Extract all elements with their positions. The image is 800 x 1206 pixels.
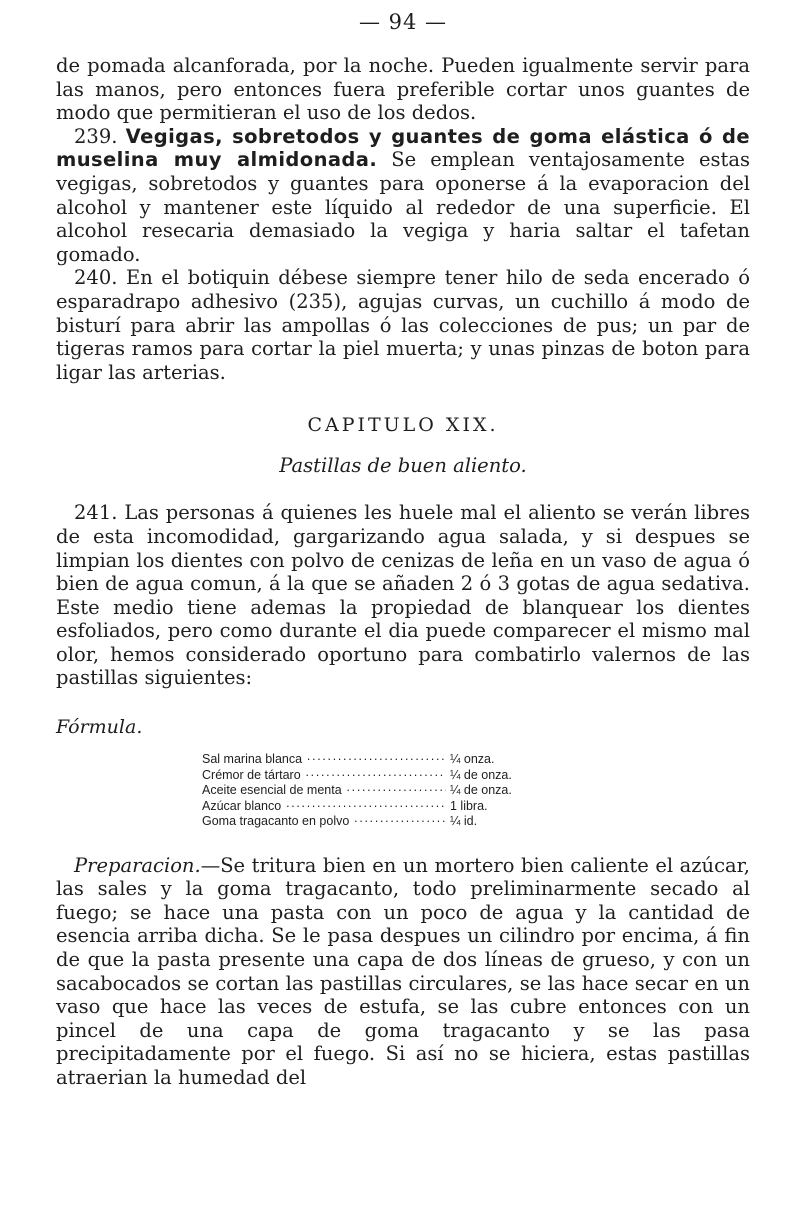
formula-ingredient: Sal marina blanca ····· [202,752,446,768]
formula-item [202,783,512,799]
chapter-title: CAPITULO XIX. [307,414,499,437]
formula-ingredient: Azúcar blanco ····· [202,799,446,815]
formula-quantity: 1 libra. [450,798,488,813]
preparation-paragraph [56,854,750,1090]
page-number: — 94 — [358,10,448,34]
formula-ingredient: Goma tragacanto en polvo ····· [202,814,446,830]
formula-quantity: ¼ onza. [450,752,495,767]
chapter-subtitle: Pastillas de buen aliento. [279,454,527,478]
preparation-text: —Se tritura bien en un mortero bien caliente el azúcar, las sales y la goma tragacanto, todo preliminarmente secado al fuego; se hace una pasta con un poco de agua y la cantidad de esencia arriba dicha. Se le pasa despues un cilindro por encima, á fin de que la pasta presente una capa de dos líneas de grueso, y con un sacabocados se cortan las pastillas circulares, se las hace secar en un vaso que hace las veces de estufa, se las cubre entonces con un pincel de una capa de goma tragacanto y se las pasa precipitadamente por el fuego. Si así no se hiciera, estas pastillas atraerian la humedad del [56,853,750,1089]
section-240-number: 240. [74,266,118,290]
formula-item [202,799,502,815]
formula-quantity: ¼ de onza. [450,783,512,798]
section-240-text: En el botiquin débese siempre tener hilo de seda encerado ó esparadrapo adhesivo (235), agujas curvas, un cuchillo á modo de bisturí para abrir las ampollas ó las colecciones de pus; un par de tigeras ramos para cortar la piel muerta; y unas pinzas de boton para ligar las arterias. [56,266,750,384]
formula-ingredient: Crémor de tártaro ····· [202,768,446,784]
formula-ingredient: Aceite esencial de menta ····· [202,783,446,799]
section-241 [56,501,750,690]
formula-item [202,767,512,784]
formula-quantity: ¼ de onza. [450,767,512,782]
book-page [56,0,750,1206]
section-239 [56,125,750,267]
formula-quantity: ¼ id. [450,814,478,829]
section-239-heading: Vegigas, sobretodos y guantes de goma elástica ó de muselina muy almidonada. [56,124,750,172]
section-239-number: 239. [74,124,118,148]
formula-list [202,752,512,830]
formula-title: Fórmula. [56,716,143,739]
section-241-text: Las personas á quienes les huele mal el aliento se verán libres de esta incomodidad, gargarizando agua salada, y si despues se limpian los dientes con polvo de cenizas de leña en un vaso de agua ó bien de agua comun, á la que se añaden 2 ó 3 gotas de agua sedativa. Este medio tiene ademas la propiedad de blanquear los dientes esfoliados, pero como durante el dia puede comparecer el mismo mal olor, hemos considerado oportuno para combatirlo valernos de las pastillas siguientes: [56,501,751,690]
preparation-label: Preparacion. [74,853,201,877]
section-240 [56,266,750,384]
formula-item [202,752,502,768]
paragraph-continued: de pomada alcanforada, por la noche. Pueden igualmente servir para las manos, pero entonces fuera preferible cortar unos guantes de modo que permitieran el uso de los dedos. [56,54,750,125]
section-239-text: Se emplean ventajosamente estas vegigas, sobretodos y guantes para oponerse á la evaporacion del alcohol y mantener este líquido al rededor de una superficie. El alcohol resecaria demasiado la vegiga y haria saltar el tafetan gomado. [56,148,750,266]
section-241-number: 241. [74,501,118,525]
formula-item [202,814,502,830]
